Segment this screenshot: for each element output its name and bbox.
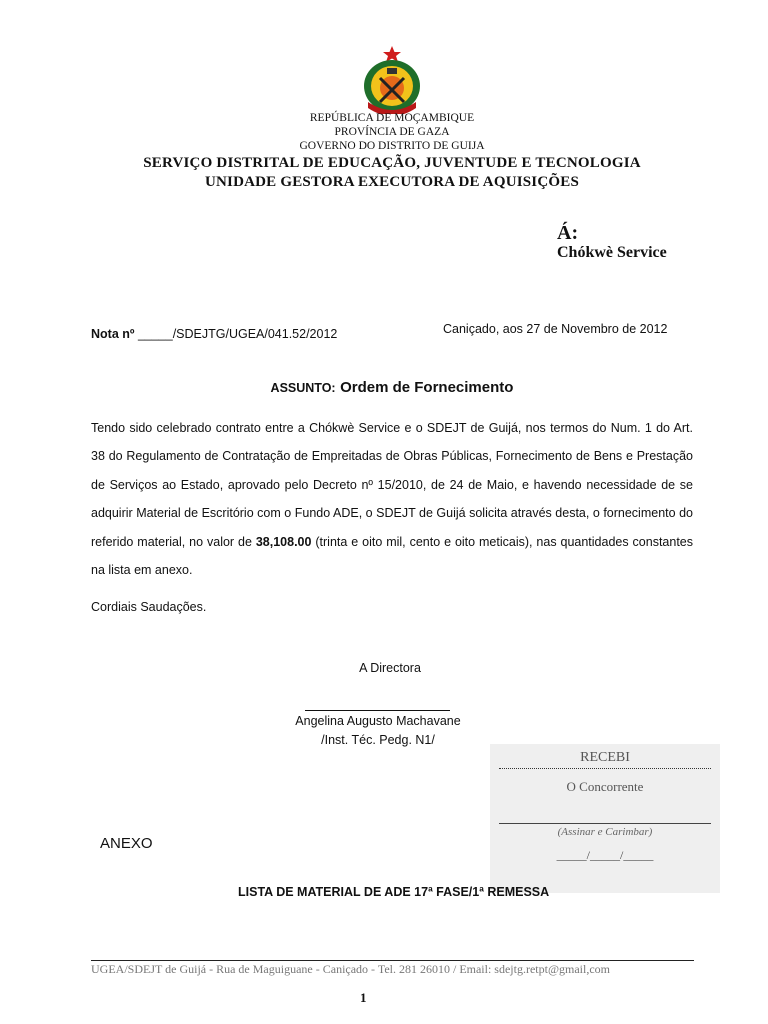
subject-text: Ordem de Fornecimento (340, 379, 514, 396)
footer-rule (91, 960, 694, 961)
header-government: GOVERNO DO DISTRITO DE GUIJA (299, 140, 485, 152)
receipt-competitor: O Concorrente (566, 779, 644, 794)
footer-address: UGEA/SDEJT de Guijá - Rua de Maguiguane - Caniçado - Tel. 281 26010 / Email: sdejtg.retpt@gmail,com (91, 962, 610, 976)
signature-line (305, 710, 450, 711)
reference-nota (91, 327, 337, 341)
nota-label: Nota nº (91, 327, 135, 341)
header-republic: REPÚBLICA DE MOÇAMBIQUE (309, 112, 475, 124)
signature-name: Angelina Augusto Machavane (295, 714, 461, 728)
page-number: 1 (360, 990, 367, 1005)
receipt-sign-line (499, 823, 711, 824)
receipt-sign-hint: (Assinar e Carimbar) (557, 826, 653, 838)
body-amount: 38,108.00 (255, 534, 312, 549)
receipt-title: RECEBI (580, 750, 630, 765)
signature-role: A Directora (359, 661, 421, 675)
recipient-label: Á: (557, 222, 579, 244)
subject-label: ASSUNTO: (270, 381, 336, 395)
header-unit: UNIDADE GESTORA EXECUTORA DE AQUISIÇÕES (204, 174, 579, 190)
header-service: SERVIÇO DISTRITAL DE EDUCAÇÃO, JUVENTUDE E TECNOLOGIA (143, 155, 641, 171)
subject-line (0, 379, 768, 397)
receipt-box (490, 744, 720, 893)
signature-title: /Inst. Téc. Pedg. N1/ (321, 733, 435, 747)
nota-number: _____/SDEJTG/UGEA/041.52/2012 (137, 327, 338, 341)
recipient-name: Chókwè Service (557, 244, 667, 261)
header-province: PROVÍNCIA DE GAZA (334, 126, 450, 138)
body-text-part2: (trinta e oito mil, cento e oito meticais), nas quantidades constantes na lista em anexo. (91, 534, 693, 578)
body-paragraph (91, 414, 693, 584)
closing-greeting: Cordiais Saudações. (91, 600, 207, 614)
body-text-part1: Tendo sido celebrado contrato entre a Chókwè Service e o SDEJT de Guijá, nos termos do Num. 1 do Art. 38 do Regulamento de Contratação de Empreitadas de Obras Públicas, Fornecimento de Bens e Prestação de Serviços ao Estado, aprovado pelo Decreto nº 15/2010, de 24 de Maio, e havendo necessidade de se adquirir Material de Escritório com o Fundo ADE, o SDEJT de Guijá solicita através desta, o fornecimento do referido material, no valor de (91, 421, 693, 549)
receipt-dotted-line (499, 768, 711, 769)
annex-list-title: LISTA DE MATERIAL DE ADE 17ª FASE/1ª REMESSA (238, 885, 550, 899)
coat-of-arms-emblem (360, 44, 424, 114)
receipt-date-blank: _____/_____/_____ (556, 848, 654, 862)
annex-label: ANEXO (100, 835, 153, 852)
place-date: Caniçado, aos 27 de Novembro de 2012 (443, 322, 668, 336)
